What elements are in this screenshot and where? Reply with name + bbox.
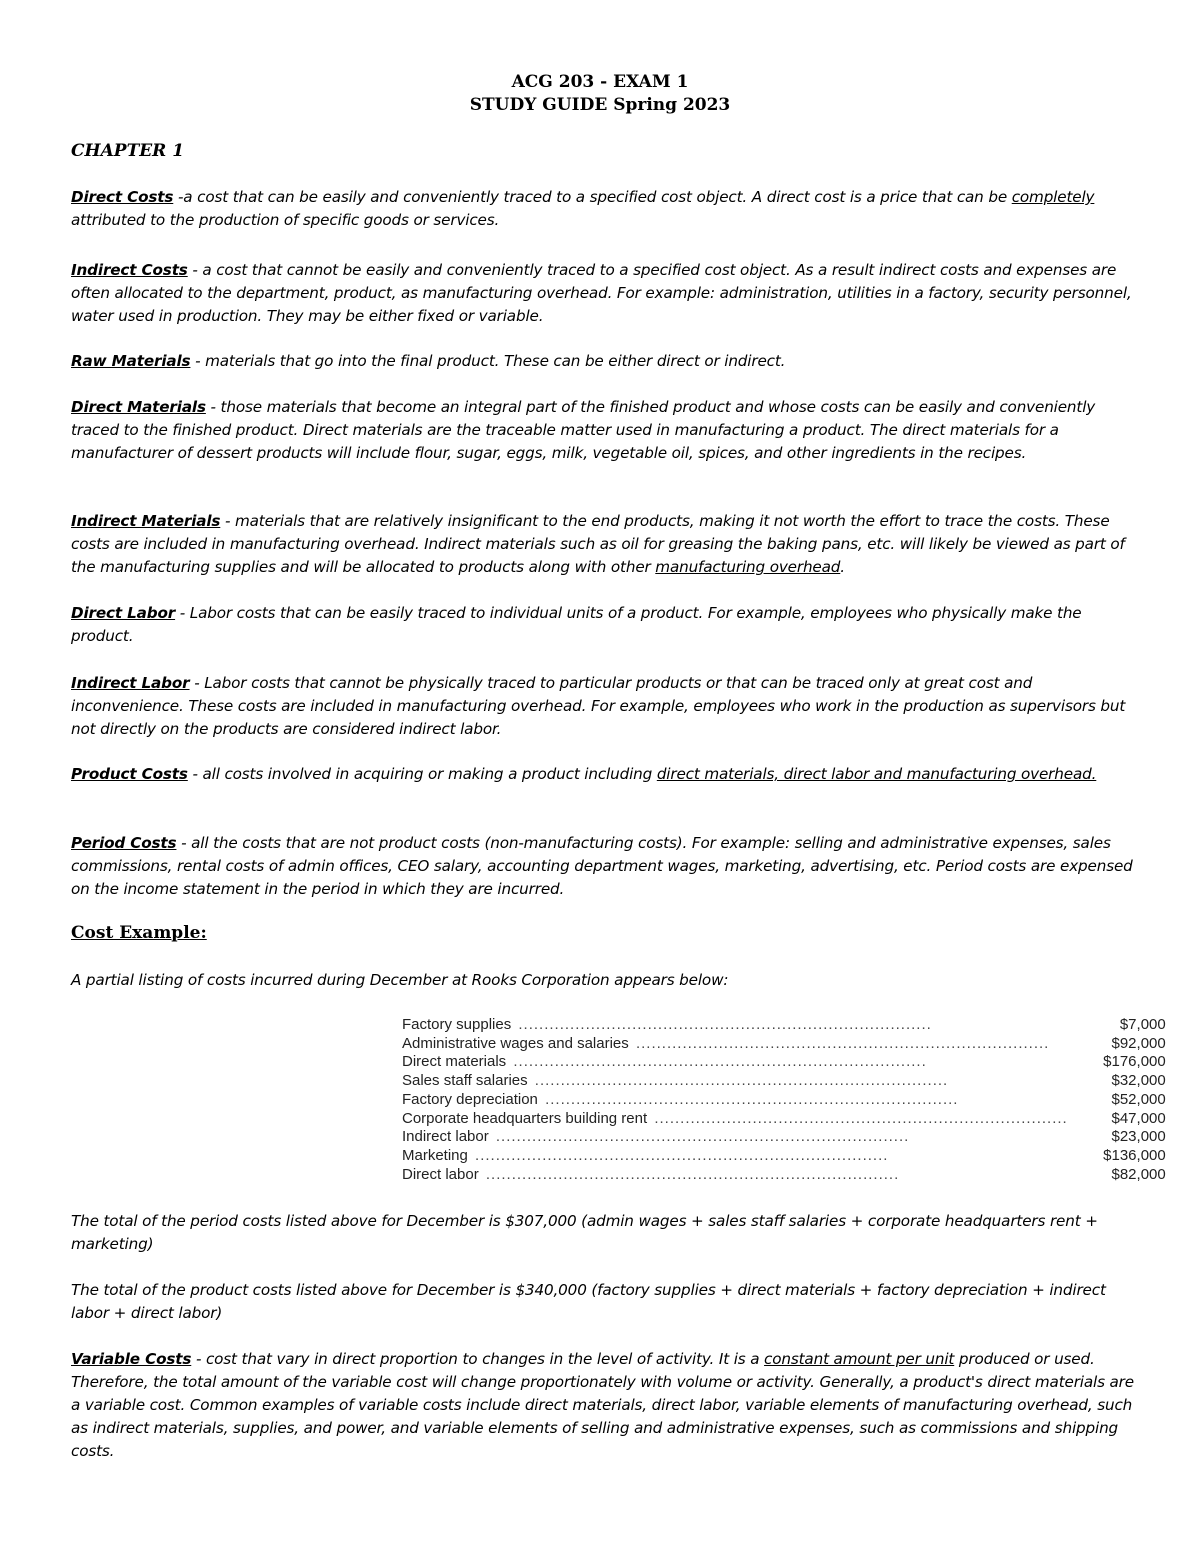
cost-amount: $23,000 <box>1111 1128 1166 1146</box>
cost-example-intro: A partial listing of costs incurred during December at Rooks Corporation appears below: <box>71 971 729 989</box>
def-raw-materials <box>71 350 1136 373</box>
def-text: attributed to the production of specific goods or services. <box>71 211 500 229</box>
term-direct-labor: Direct Labor <box>71 604 176 622</box>
def-emphasis: constant amount per unit <box>764 1350 955 1368</box>
leader-dots: ................................................................................ <box>513 1016 932 1033</box>
def-indirect-labor <box>71 672 1136 741</box>
def-text: - all costs involved in acquiring or making a product including <box>187 765 657 783</box>
def-emphasis: manufacturing overhead <box>655 558 841 576</box>
def-period-costs <box>71 832 1136 901</box>
cost-label <box>402 1128 1068 1147</box>
cost-label-text: Sales staff salaries <box>402 1072 528 1090</box>
term-indirect-costs: Indirect Costs <box>71 261 188 279</box>
cost-row <box>402 1072 1166 1091</box>
cost-example-heading: Cost Example: <box>71 923 207 943</box>
def-text: - all the costs that are not product costs (non-manufacturing costs). For example: selling and administrative expenses, sales commissions, rental costs of admin offices, CEO salary, accounting department wages, marketing, advertising, etc. Period costs are expensed on the income statement in the period in which they are incurred. <box>71 834 1133 898</box>
def-direct-costs <box>71 186 1136 232</box>
def-text: produced or used. Therefore, the total amount of the variable cost will change proportionately with volume or activity. Generally, a product's direct materials are a variable cost. Common examples of variable costs include direct materials, direct labor, variable elements of manufacturing overhead, such as indirect materials, supplies, and power, and variable elements of selling and administrative expenses, such as commissions and shipping costs. <box>71 1350 1134 1460</box>
def-indirect-materials <box>71 510 1136 579</box>
doc-title-line2: STUDY GUIDE Spring 2023 <box>469 95 731 115</box>
def-text: - materials that go into the final product. These can be either direct or indirect. <box>190 352 786 370</box>
chapter-heading: CHAPTER 1 <box>71 141 185 161</box>
def-emphasis: completely <box>1011 188 1095 206</box>
cost-amount: $47,000 <box>1111 1109 1166 1127</box>
cost-amount: $82,000 <box>1111 1165 1166 1183</box>
term-direct-materials: Direct Materials <box>71 398 206 416</box>
cost-label <box>402 1110 1068 1129</box>
cost-label-text: Corporate headquarters building rent <box>402 1109 648 1127</box>
leader-dots: ................................................................................ <box>529 1072 949 1090</box>
cost-amount: $136,000 <box>1103 1146 1166 1164</box>
cost-row <box>402 1166 1166 1185</box>
leader-dots: ................................................................................ <box>539 1090 959 1108</box>
cost-amount: $32,000 <box>1111 1072 1166 1090</box>
cost-label-text: Indirect labor <box>402 1128 489 1146</box>
term-product-costs: Product Costs <box>71 765 188 783</box>
term-variable-costs: Variable Costs <box>71 1350 192 1368</box>
cost-label-text: Factory depreciation <box>402 1090 538 1108</box>
cost-row <box>402 1110 1166 1129</box>
cost-row <box>402 1091 1166 1110</box>
def-text: - Labor costs that cannot be physically traced to particular products or that can be traced only at great cost and inconvenience. These costs are included in manufacturing overhead. For example, employees who work in the production as supervisors but not directly on the products are considered indirect labor. <box>71 674 1126 738</box>
cost-label <box>402 1072 1068 1091</box>
def-text: -a cost that can be easily and conveniently traced to a specified cost object. A direct cost is a price that can be <box>173 188 1012 206</box>
cost-amount: $92,000 <box>1111 1034 1166 1052</box>
cost-amount: $7,000 <box>1119 1016 1166 1033</box>
def-direct-labor <box>71 602 1136 648</box>
term-indirect-materials: Indirect Materials <box>71 512 221 530</box>
leader-dots: ................................................................................ <box>490 1128 910 1146</box>
product-cost-total: The total of the product costs listed above for December is $340,000 (factory supplies + direct materials + factory depreciation + indirect labor + direct labor) <box>71 1281 1106 1322</box>
term-indirect-labor: Indirect Labor <box>71 674 190 692</box>
cost-amount: $176,000 <box>1103 1053 1166 1071</box>
def-text: - cost that vary in direct proportion to changes in the level of activity. It is a <box>191 1350 765 1368</box>
leader-dots: ................................................................................ <box>480 1165 900 1183</box>
term-period-costs: Period Costs <box>71 834 177 852</box>
cost-label <box>402 1166 1068 1185</box>
cost-label <box>402 1053 1068 1072</box>
cost-label-text: Direct labor <box>402 1165 479 1183</box>
def-variable-costs <box>71 1348 1136 1463</box>
def-tail: . <box>840 558 845 576</box>
def-product-costs <box>71 763 1136 786</box>
leader-dots: ................................................................................ <box>469 1146 889 1164</box>
leader-dots: ................................................................................ <box>508 1053 927 1071</box>
leader-dots: ................................................................................ <box>649 1109 1068 1127</box>
leader-dots: ................................................................................ <box>630 1034 1050 1052</box>
def-indirect-costs <box>71 259 1136 328</box>
cost-label-text: Direct materials <box>402 1053 507 1071</box>
def-emphasis: direct materials, direct labor and manufacturing overhead. <box>656 765 1097 783</box>
cost-label <box>402 1147 1068 1166</box>
def-text: - Labor costs that can be easily traced to individual units of a product. For example, employees who physically make the product. <box>71 604 1082 645</box>
doc-title-line1: ACG 203 - EXAM 1 <box>511 72 689 92</box>
def-text: - materials that are relatively insignificant to the end products, making it not worth the effort to trace the costs. These costs are included in manufacturing overhead. Indirect materials such as oil for greasing the baking pans, etc. will likely be viewed as part of the manufacturing supplies and will be allocated to products along with other <box>71 512 1125 576</box>
cost-label-text: Administrative wages and salaries <box>402 1034 629 1052</box>
def-direct-materials <box>71 396 1136 465</box>
period-cost-total: The total of the period costs listed above for December is $307,000 (admin wages + sales staff salaries + corporate headquarters rent + marketing) <box>71 1212 1098 1253</box>
cost-amount: $52,000 <box>1111 1090 1166 1108</box>
cost-label-text: Marketing <box>402 1146 468 1164</box>
cost-row <box>402 1035 1166 1054</box>
term-direct-costs: Direct Costs <box>71 188 174 206</box>
cost-row <box>402 1147 1166 1166</box>
cost-label <box>402 1091 1068 1110</box>
cost-label <box>402 1035 1068 1054</box>
cost-label <box>402 1016 1068 1035</box>
cost-row <box>402 1053 1166 1072</box>
cost-row <box>402 1128 1166 1147</box>
cost-row <box>402 1016 1166 1035</box>
def-text: - a cost that cannot be easily and conveniently traced to a specified cost object. As a result indirect costs and expenses are often allocated to the department, product, as manufacturing overhead. For example: administration, utilities in a factory, security personnel, water used in production. They may be either fixed or variable. <box>71 261 1132 325</box>
term-raw-materials: Raw Materials <box>71 352 191 370</box>
def-text: - those materials that become an integral part of the finished product and whose costs can be easily and conveniently traced to the finished product. Direct materials are the traceable matter used in manufacturing a product. The direct materials for a manufacturer of dessert products will include flour, sugar, eggs, milk, vegetable oil, spices, and other ingredients in the recipes. <box>71 398 1096 462</box>
cost-label-text: Factory supplies <box>402 1016 512 1033</box>
cost-listing-table <box>402 1016 1166 1184</box>
